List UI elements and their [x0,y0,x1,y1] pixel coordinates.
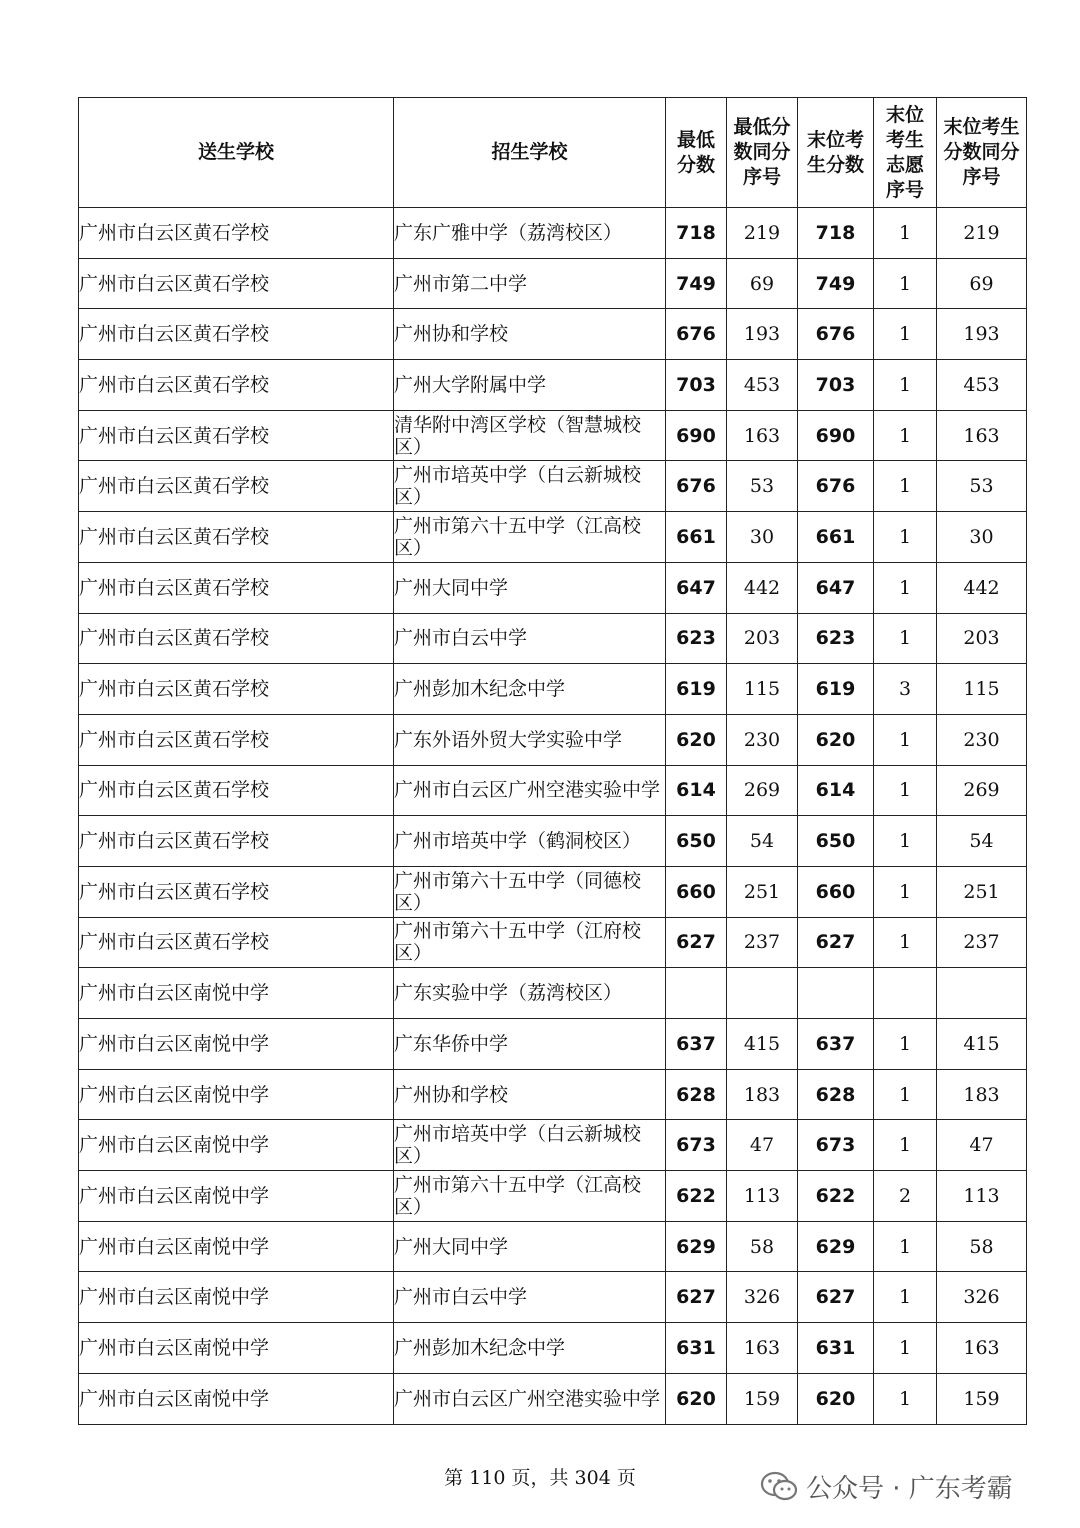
cell-min-score-same-rank: 163 [727,410,798,461]
cell-recruiting-school: 广州市培英中学（鹤洞校区） [394,816,666,867]
cell-min-score-same-rank: 326 [727,1272,798,1323]
cell-sender-school: 广州市白云区黄石学校 [79,461,394,512]
table-row [79,1069,1027,1120]
cell-last-preference-rank: 1 [874,461,937,512]
cell-recruiting-school: 广州协和学校 [394,1069,666,1120]
cell-last-preference-rank: 1 [874,765,937,816]
table-row [79,208,1027,259]
page-number: 第 110 页，共 304 页 [444,1467,636,1489]
table-row [79,968,1027,1019]
cell-min-score: 690 [666,410,727,461]
cell-sender-school: 广州市白云区黄石学校 [79,816,394,867]
cell-last-score-same-rank: 159 [937,1373,1027,1424]
cell-min-score: 619 [666,664,727,715]
cell-min-score: 703 [666,360,727,411]
cell-last-score-same-rank [937,968,1027,1019]
table-row [79,512,1027,563]
cell-last-score: 660 [798,866,874,917]
cell-last-score-same-rank: 58 [937,1221,1027,1272]
table-row [79,917,1027,968]
cell-recruiting-school: 广州大同中学 [394,562,666,613]
cell-recruiting-school: 广州市培英中学（白云新城校区） [394,461,666,512]
cell-last-preference-rank: 1 [874,917,937,968]
cell-sender-school: 广州市白云区黄石学校 [79,208,394,259]
cell-last-score-same-rank: 69 [937,258,1027,309]
cell-last-score-same-rank: 193 [937,309,1027,360]
cell-min-score: 718 [666,208,727,259]
cell-last-score: 622 [798,1171,874,1222]
cell-last-score: 676 [798,309,874,360]
header-min-score: 最低 分数 [666,98,727,208]
cell-min-score: 661 [666,512,727,563]
cell-min-score: 627 [666,1272,727,1323]
cell-recruiting-school: 广州市白云区广州空港实验中学 [394,1373,666,1424]
cell-min-score: 749 [666,258,727,309]
cell-min-score: 620 [666,1373,727,1424]
cell-recruiting-school: 广东实验中学（荔湾校区） [394,968,666,1019]
cell-last-score: 623 [798,613,874,664]
header-recruiting-school: 招生学校 [394,98,666,208]
cell-last-score-same-rank: 237 [937,917,1027,968]
cell-last-preference-rank: 2 [874,1171,937,1222]
table-row [79,1221,1027,1272]
cell-last-score: 661 [798,512,874,563]
table-row [79,1323,1027,1374]
cell-sender-school: 广州市白云区南悦中学 [79,1373,394,1424]
cell-last-score-same-rank: 30 [937,512,1027,563]
cell-last-score-same-rank: 453 [937,360,1027,411]
cell-sender-school: 广州市白云区黄石学校 [79,613,394,664]
cell-last-preference-rank: 1 [874,410,937,461]
cell-last-score-same-rank: 54 [937,816,1027,867]
cell-sender-school: 广州市白云区黄石学校 [79,309,394,360]
cell-sender-school: 广州市白云区黄石学校 [79,866,394,917]
cell-recruiting-school: 广州市第六十五中学（江府校区） [394,917,666,968]
cell-min-score-same-rank: 203 [727,613,798,664]
cell-recruiting-school: 广州大学附属中学 [394,360,666,411]
cell-min-score-same-rank: 183 [727,1069,798,1120]
cell-last-score: 620 [798,714,874,765]
cell-min-score: 631 [666,1323,727,1374]
cell-min-score: 637 [666,1019,727,1070]
cell-min-score-same-rank: 453 [727,360,798,411]
table-header-row [79,98,1027,208]
cell-min-score: 627 [666,917,727,968]
table-row [79,714,1027,765]
cell-last-preference-rank: 3 [874,664,937,715]
cell-last-score: 614 [798,765,874,816]
cell-last-score-same-rank: 163 [937,1323,1027,1374]
table-row [79,410,1027,461]
cell-min-score-same-rank: 69 [727,258,798,309]
cell-last-score-same-rank: 163 [937,410,1027,461]
cell-last-score: 629 [798,1221,874,1272]
cell-last-score-same-rank: 47 [937,1120,1027,1171]
cell-recruiting-school: 广州彭加木纪念中学 [394,664,666,715]
cell-sender-school: 广州市白云区黄石学校 [79,562,394,613]
table-row [79,562,1027,613]
cell-sender-school: 广州市白云区黄石学校 [79,512,394,563]
cell-last-score: 627 [798,1272,874,1323]
cell-recruiting-school: 广州市白云区广州空港实验中学 [394,765,666,816]
header-sender-school: 送生学校 [79,98,394,208]
cell-min-score-same-rank: 193 [727,309,798,360]
cell-sender-school: 广州市白云区南悦中学 [79,1019,394,1070]
cell-last-score-same-rank: 269 [937,765,1027,816]
cell-recruiting-school: 广州大同中学 [394,1221,666,1272]
cell-last-score: 690 [798,410,874,461]
cell-recruiting-school: 广州市第六十五中学（江高校区） [394,512,666,563]
cell-last-preference-rank: 1 [874,258,937,309]
table-row [79,664,1027,715]
watermark [760,1470,1013,1502]
cell-last-preference-rank: 1 [874,1221,937,1272]
cell-min-score: 676 [666,309,727,360]
cell-min-score: 622 [666,1171,727,1222]
cell-last-score-same-rank: 115 [937,664,1027,715]
cell-last-preference-rank: 1 [874,1019,937,1070]
cell-sender-school: 广州市白云区黄石学校 [79,714,394,765]
cell-recruiting-school: 广东华侨中学 [394,1019,666,1070]
cell-min-score-same-rank: 237 [727,917,798,968]
header-last-score: 末位考 生分数 [798,98,874,208]
cell-last-score-same-rank: 442 [937,562,1027,613]
cell-min-score-same-rank: 219 [727,208,798,259]
cell-min-score-same-rank: 159 [727,1373,798,1424]
table-row [79,765,1027,816]
cell-last-preference-rank: 1 [874,816,937,867]
cell-last-preference-rank: 1 [874,309,937,360]
table-row [79,816,1027,867]
cell-last-score-same-rank: 326 [937,1272,1027,1323]
cell-sender-school: 广州市白云区南悦中学 [79,1323,394,1374]
cell-last-preference-rank: 1 [874,866,937,917]
cell-min-score: 628 [666,1069,727,1120]
cell-min-score-same-rank: 251 [727,866,798,917]
cell-recruiting-school: 广州市白云中学 [394,1272,666,1323]
cell-last-score [798,968,874,1019]
cell-last-preference-rank: 1 [874,714,937,765]
cell-sender-school: 广州市白云区南悦中学 [79,968,394,1019]
cell-last-score-same-rank: 183 [937,1069,1027,1120]
cell-min-score-same-rank: 269 [727,765,798,816]
table-row [79,461,1027,512]
cell-last-score-same-rank: 203 [937,613,1027,664]
cell-last-preference-rank: 1 [874,360,937,411]
cell-recruiting-school: 广州市白云中学 [394,613,666,664]
table-row [79,1171,1027,1222]
cell-last-score: 703 [798,360,874,411]
cell-sender-school: 广州市白云区南悦中学 [79,1272,394,1323]
cell-sender-school: 广州市白云区黄石学校 [79,917,394,968]
cell-recruiting-school: 广州市培英中学（白云新城校区） [394,1120,666,1171]
cell-last-score: 650 [798,816,874,867]
cell-min-score-same-rank: 163 [727,1323,798,1374]
cell-last-preference-rank: 1 [874,512,937,563]
cell-recruiting-school: 广州市第六十五中学（江高校区） [394,1171,666,1222]
cell-last-preference-rank: 1 [874,1373,937,1424]
cell-sender-school: 广州市白云区黄石学校 [79,765,394,816]
cell-min-score: 620 [666,714,727,765]
cell-recruiting-school: 广州彭加木纪念中学 [394,1323,666,1374]
cell-last-score-same-rank: 113 [937,1171,1027,1222]
cell-min-score: 676 [666,461,727,512]
cell-recruiting-school: 广东广雅中学（荔湾校区） [394,208,666,259]
cell-min-score-same-rank: 58 [727,1221,798,1272]
cell-min-score-same-rank: 230 [727,714,798,765]
cell-last-score-same-rank: 251 [937,866,1027,917]
table-row [79,613,1027,664]
cell-last-score: 628 [798,1069,874,1120]
cell-min-score: 647 [666,562,727,613]
header-last-score-same-rank: 末位考生 分数同分 序号 [937,98,1027,208]
cell-last-score: 673 [798,1120,874,1171]
cell-last-preference-rank: 1 [874,1069,937,1120]
cell-min-score-same-rank: 54 [727,816,798,867]
cell-last-score: 718 [798,208,874,259]
table-row [79,258,1027,309]
cell-last-score: 620 [798,1373,874,1424]
cell-sender-school: 广州市白云区南悦中学 [79,1171,394,1222]
cell-min-score: 629 [666,1221,727,1272]
cell-last-score: 647 [798,562,874,613]
cell-last-score: 676 [798,461,874,512]
cell-sender-school: 广州市白云区黄石学校 [79,258,394,309]
cell-recruiting-school: 清华附中湾区学校（智慧城校区） [394,410,666,461]
cell-last-score: 631 [798,1323,874,1374]
table-row [79,1373,1027,1424]
admissions-table [78,97,1027,1425]
header-min-score-same-rank: 最低分 数同分 序号 [727,98,798,208]
cell-sender-school: 广州市白云区南悦中学 [79,1221,394,1272]
cell-sender-school: 广州市白云区黄石学校 [79,664,394,715]
cell-last-preference-rank: 1 [874,562,937,613]
cell-min-score-same-rank [727,968,798,1019]
cell-last-preference-rank: 1 [874,208,937,259]
cell-min-score: 614 [666,765,727,816]
cell-last-score: 637 [798,1019,874,1070]
cell-sender-school: 广州市白云区黄石学校 [79,410,394,461]
cell-last-preference-rank: 1 [874,1272,937,1323]
cell-last-preference-rank: 1 [874,613,937,664]
cell-last-score-same-rank: 219 [937,208,1027,259]
cell-min-score-same-rank: 47 [727,1120,798,1171]
cell-last-preference-rank: 1 [874,1323,937,1374]
cell-min-score-same-rank: 415 [727,1019,798,1070]
wechat-icon [760,1471,798,1501]
cell-last-preference-rank [874,968,937,1019]
cell-last-score-same-rank: 53 [937,461,1027,512]
table-row [79,309,1027,360]
cell-last-score-same-rank: 415 [937,1019,1027,1070]
cell-min-score [666,968,727,1019]
cell-last-score: 619 [798,664,874,715]
cell-sender-school: 广州市白云区南悦中学 [79,1120,394,1171]
cell-recruiting-school: 广州市第二中学 [394,258,666,309]
cell-recruiting-school: 广州市第六十五中学（同德校区） [394,866,666,917]
cell-sender-school: 广州市白云区南悦中学 [79,1069,394,1120]
cell-sender-school: 广州市白云区黄石学校 [79,360,394,411]
table-row [79,1120,1027,1171]
cell-min-score: 650 [666,816,727,867]
cell-min-score-same-rank: 113 [727,1171,798,1222]
table-body [79,208,1027,1425]
table-row [79,360,1027,411]
header-last-preference-rank: 末位 考生 志愿 序号 [874,98,937,208]
watermark-text: 公众号 · 广东考霸 [806,1473,1013,1504]
cell-min-score-same-rank: 53 [727,461,798,512]
cell-last-preference-rank: 1 [874,1120,937,1171]
cell-recruiting-school: 广东外语外贸大学实验中学 [394,714,666,765]
cell-min-score: 673 [666,1120,727,1171]
cell-min-score: 660 [666,866,727,917]
cell-min-score-same-rank: 442 [727,562,798,613]
cell-min-score-same-rank: 115 [727,664,798,715]
table-row [79,1019,1027,1070]
cell-last-score: 749 [798,258,874,309]
cell-min-score-same-rank: 30 [727,512,798,563]
table-row [79,866,1027,917]
cell-last-score: 627 [798,917,874,968]
cell-min-score: 623 [666,613,727,664]
cell-last-score-same-rank: 230 [937,714,1027,765]
table-row [79,1272,1027,1323]
cell-recruiting-school: 广州协和学校 [394,309,666,360]
